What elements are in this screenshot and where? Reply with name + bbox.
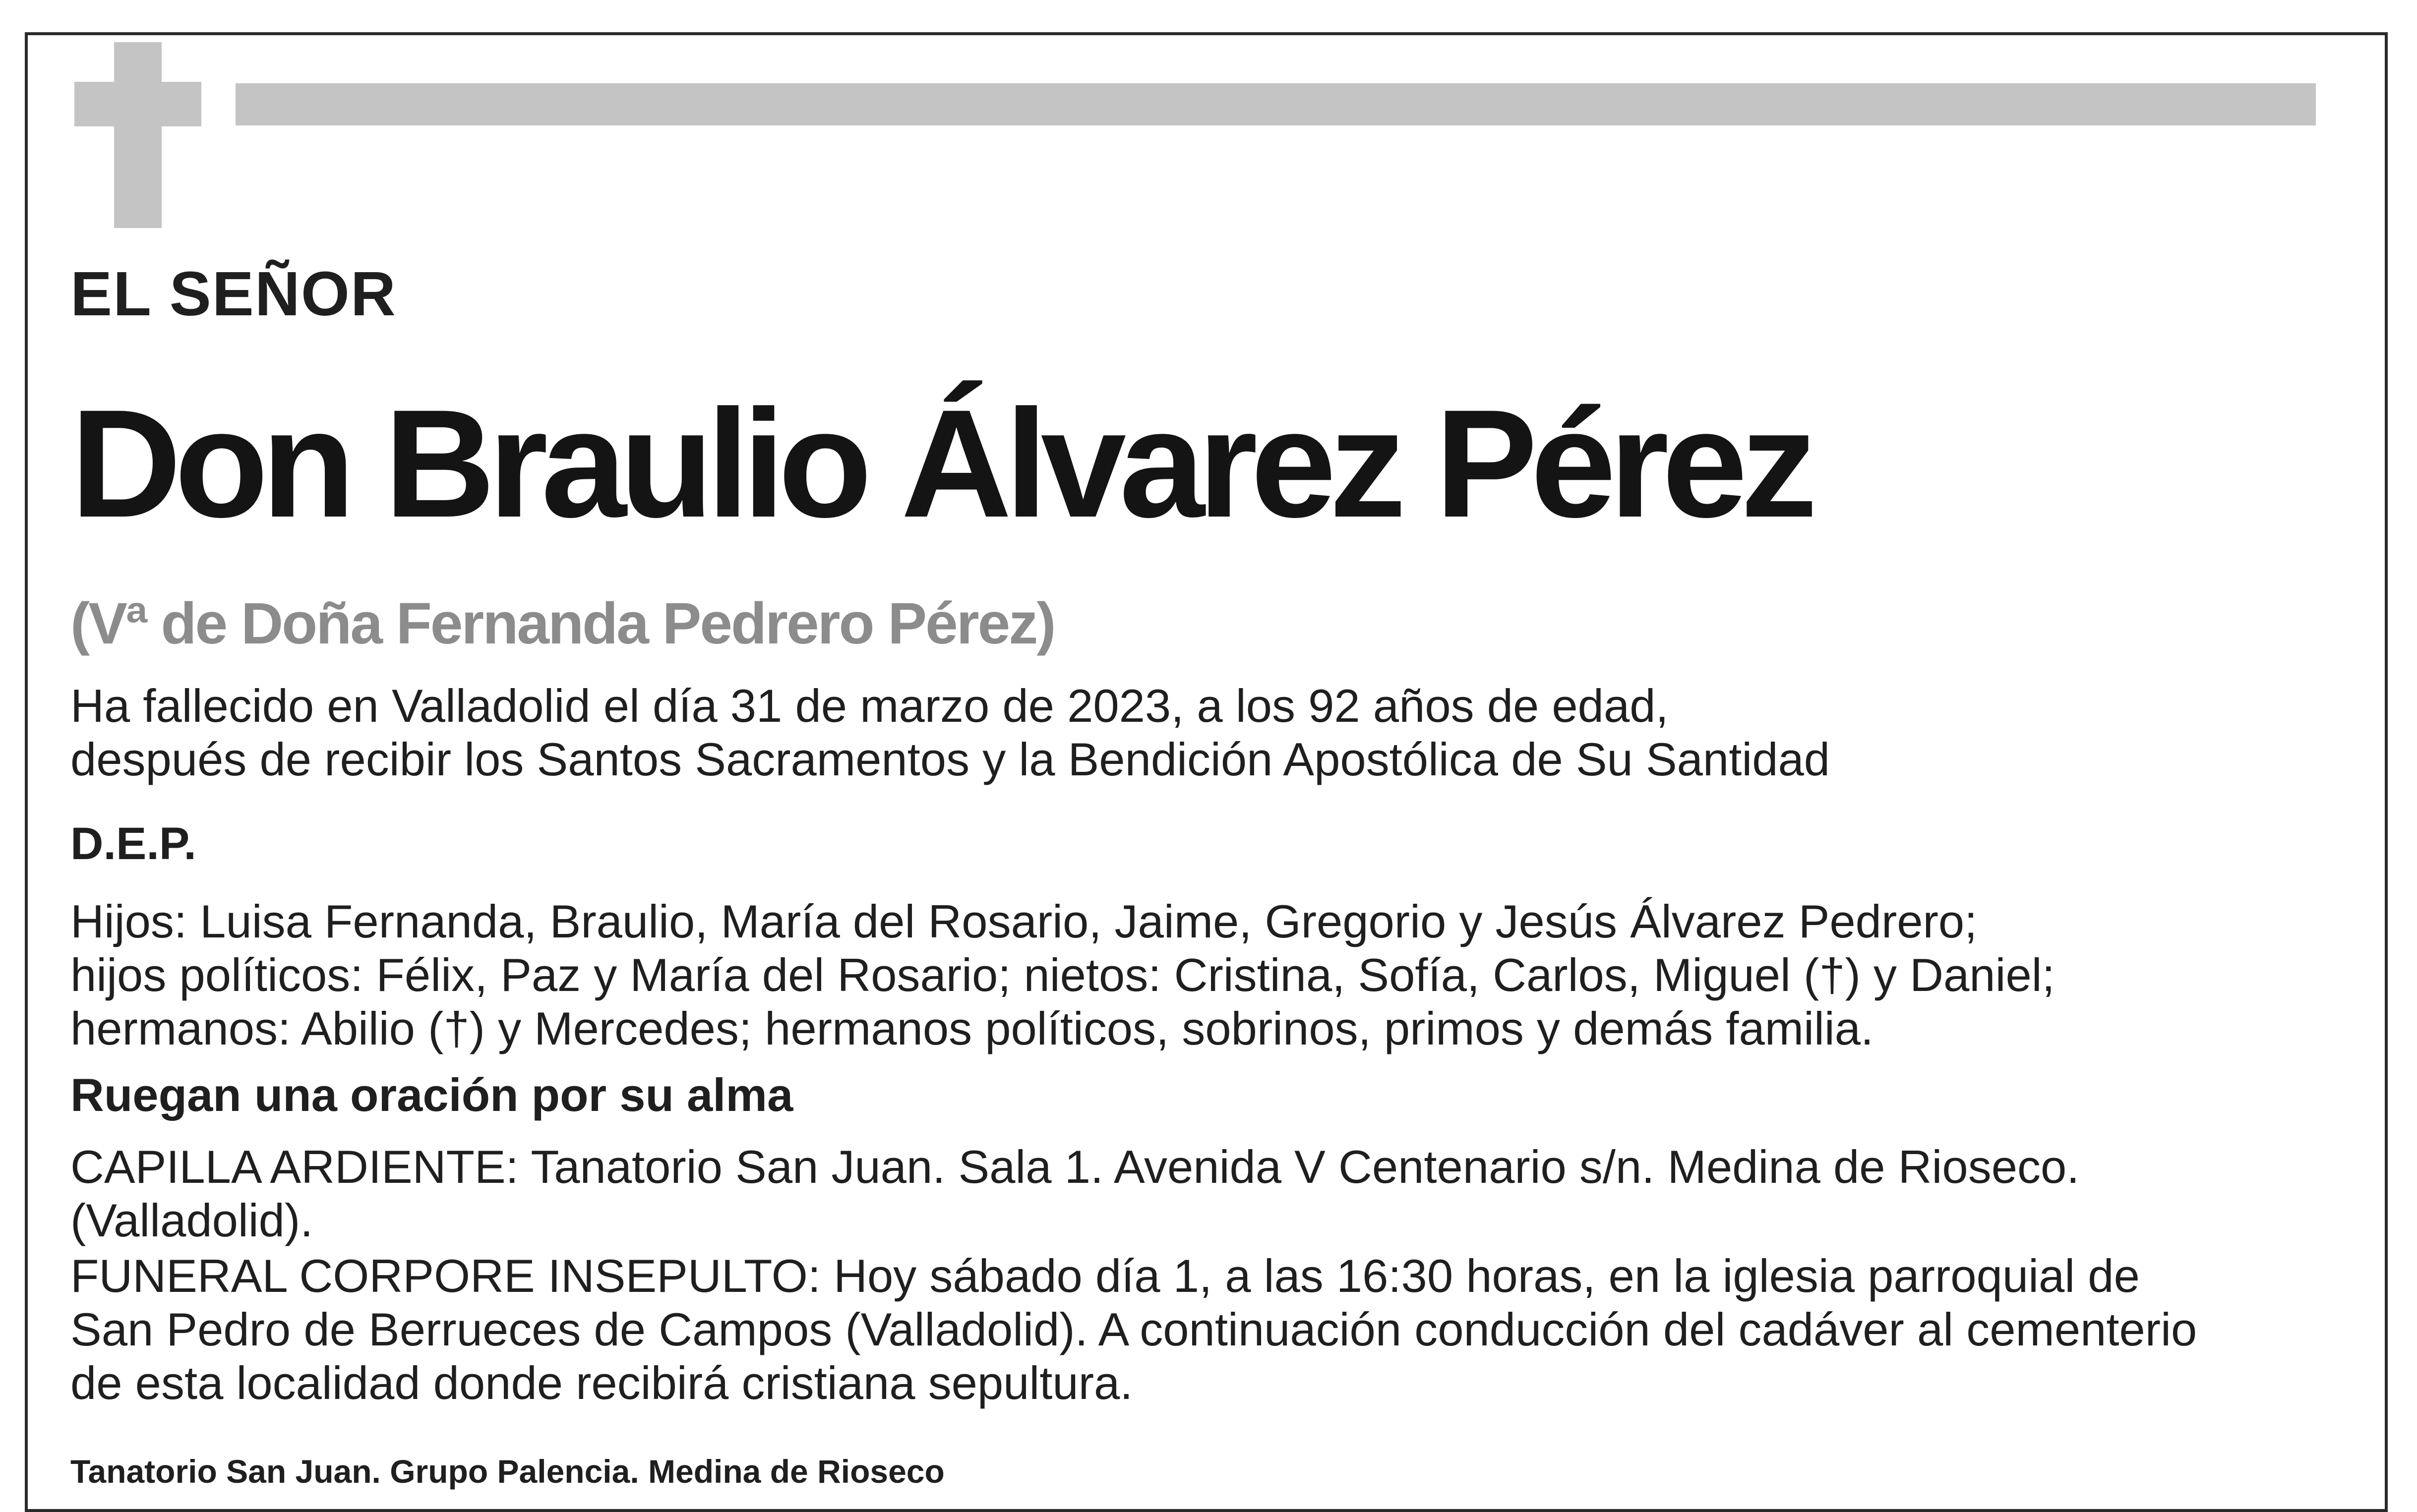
family-line: hijos políticos: Félix, Paz y María del Rosario; nietos: Cristina, Sofía, Carlos, Miguel (†) y Daniel; [70,949,2055,1001]
deceased-name: Don Braulio Álvarez Pérez [70,377,1811,549]
title-label: EL SEÑOR [70,259,397,329]
funeral-info [70,1249,2197,1410]
dep-label: D.E.P. [70,818,196,869]
funeral-home-footer: Tanatorio San Juan. Grupo Palencia. Medina de Rioseco [70,1453,945,1490]
chapel-line: (Valladolid). [70,1194,313,1246]
cross-vertical-bar [114,42,162,228]
funeral-line: San Pedro de Berrueces de Campos (Valladolid). A continuación conducción del cadáver al cementerio [70,1303,2197,1355]
death-line: después de recibir los Santos Sacramentos y la Bendición Apostólica de Su Santidad [70,733,1830,785]
chapel-line: CAPILLA ARDIENTE: Tanatorio San Juan. Sala 1. Avenida V Centenario s/n. Medina de Rioseco. [70,1141,2080,1193]
prayer-request: Ruegan una oración por su alma [70,1069,793,1121]
death-line: Ha fallecido en Valladolid el día 31 de marzo de 2023, a los 92 años de edad, [70,680,1669,732]
family-line: hermanos: Abilio (†) y Mercedes; hermanos políticos, sobrinos, primos y demás familia. [70,1002,1874,1054]
header-rule [236,83,2316,125]
family-line: Hijos: Luisa Fernanda, Braulio, María del Rosario, Jaime, Gregorio y Jesús Álvarez Pedrero; [70,895,1978,947]
funeral-line: de esta localidad donde recibirá cristiana sepultura. [70,1357,1133,1409]
chapel-info [70,1140,2079,1247]
cross-horizontal-bar [74,82,201,126]
death-announcement [70,679,1830,786]
widower-of: (Vª de Doña Fernanda Pedrero Pérez) [70,591,1055,656]
funeral-line: FUNERAL CORPORE INSEPULTO: Hoy sábado día 1, a las 16:30 horas, en la iglesia parroquial de [70,1250,2140,1302]
family-list [70,895,2055,1055]
